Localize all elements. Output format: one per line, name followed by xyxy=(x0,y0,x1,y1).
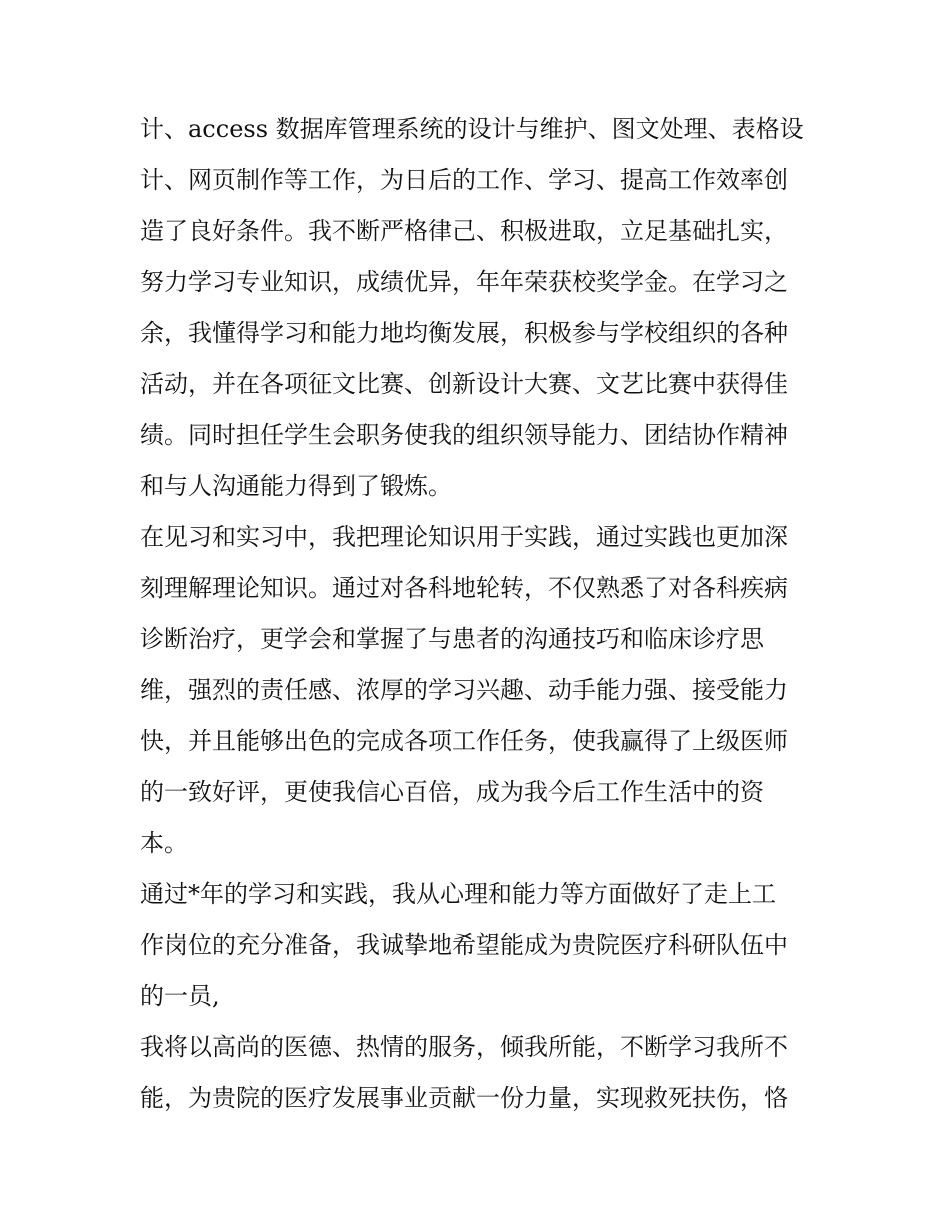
text-line: 计、access 数据库管理系统的设计与维护、图文处理、表格设 xyxy=(140,115,804,143)
text-line: 的一致好评，更使我信心百倍，成为我今后工作生活中的资 xyxy=(140,778,764,806)
text-line: 我将以高尚的医德、热情的服务，倾我所能，不断学习我所不 xyxy=(140,1033,788,1061)
text-line: 余，我懂得学习和能力地均衡发展，积极参与学校组织的各种 xyxy=(140,319,788,347)
text-line: 的一员, xyxy=(140,982,220,1010)
text-line: 在见习和实习中，我把理论知识用于实践，通过实践也更加深 xyxy=(140,523,788,551)
text-line: 和与人沟通能力得到了锻炼。 xyxy=(140,472,452,500)
text-line: 本。 xyxy=(140,829,188,857)
text-line: 能，为贵院的医疗发展事业贡献一份力量，实现救死扶伤，恪 xyxy=(140,1084,788,1112)
text-line: 快，并且能够出色的完成各项工作任务，使我赢得了上级医师 xyxy=(140,727,788,755)
text-line: 计、网页制作等工作，为日后的工作、学习、提高工作效率创 xyxy=(140,166,788,194)
text-line: 诊断治疗，更学会和掌握了与患者的沟通技巧和临床诊疗思 xyxy=(140,625,764,653)
text-line: 通过*年的学习和实践，我从心理和能力等方面做好了走上工 xyxy=(140,880,776,908)
text-line: 作岗位的充分准备，我诚挚地希望能成为贵院医疗科研队伍中 xyxy=(140,931,788,959)
document-body xyxy=(140,104,820,1124)
text-line: 努力学习专业知识，成绩优异，年年荣获校奖学金。在学习之 xyxy=(140,268,788,296)
text-line: 绩。同时担任学生会职务使我的组织领导能力、团结协作精神 xyxy=(140,421,788,449)
text-line: 活动，并在各项征文比赛、创新设计大赛、文艺比赛中获得佳 xyxy=(140,370,788,398)
text-line: 维，强烈的责任感、浓厚的学习兴趣、动手能力强、接受能力 xyxy=(140,676,788,704)
text-line: 刻理解理论知识。通过对各科地轮转，不仅熟悉了对各科疾病 xyxy=(140,574,788,602)
text-line: 造了良好条件。我不断严格律己、积极进取，立足基础扎实， xyxy=(140,217,788,245)
